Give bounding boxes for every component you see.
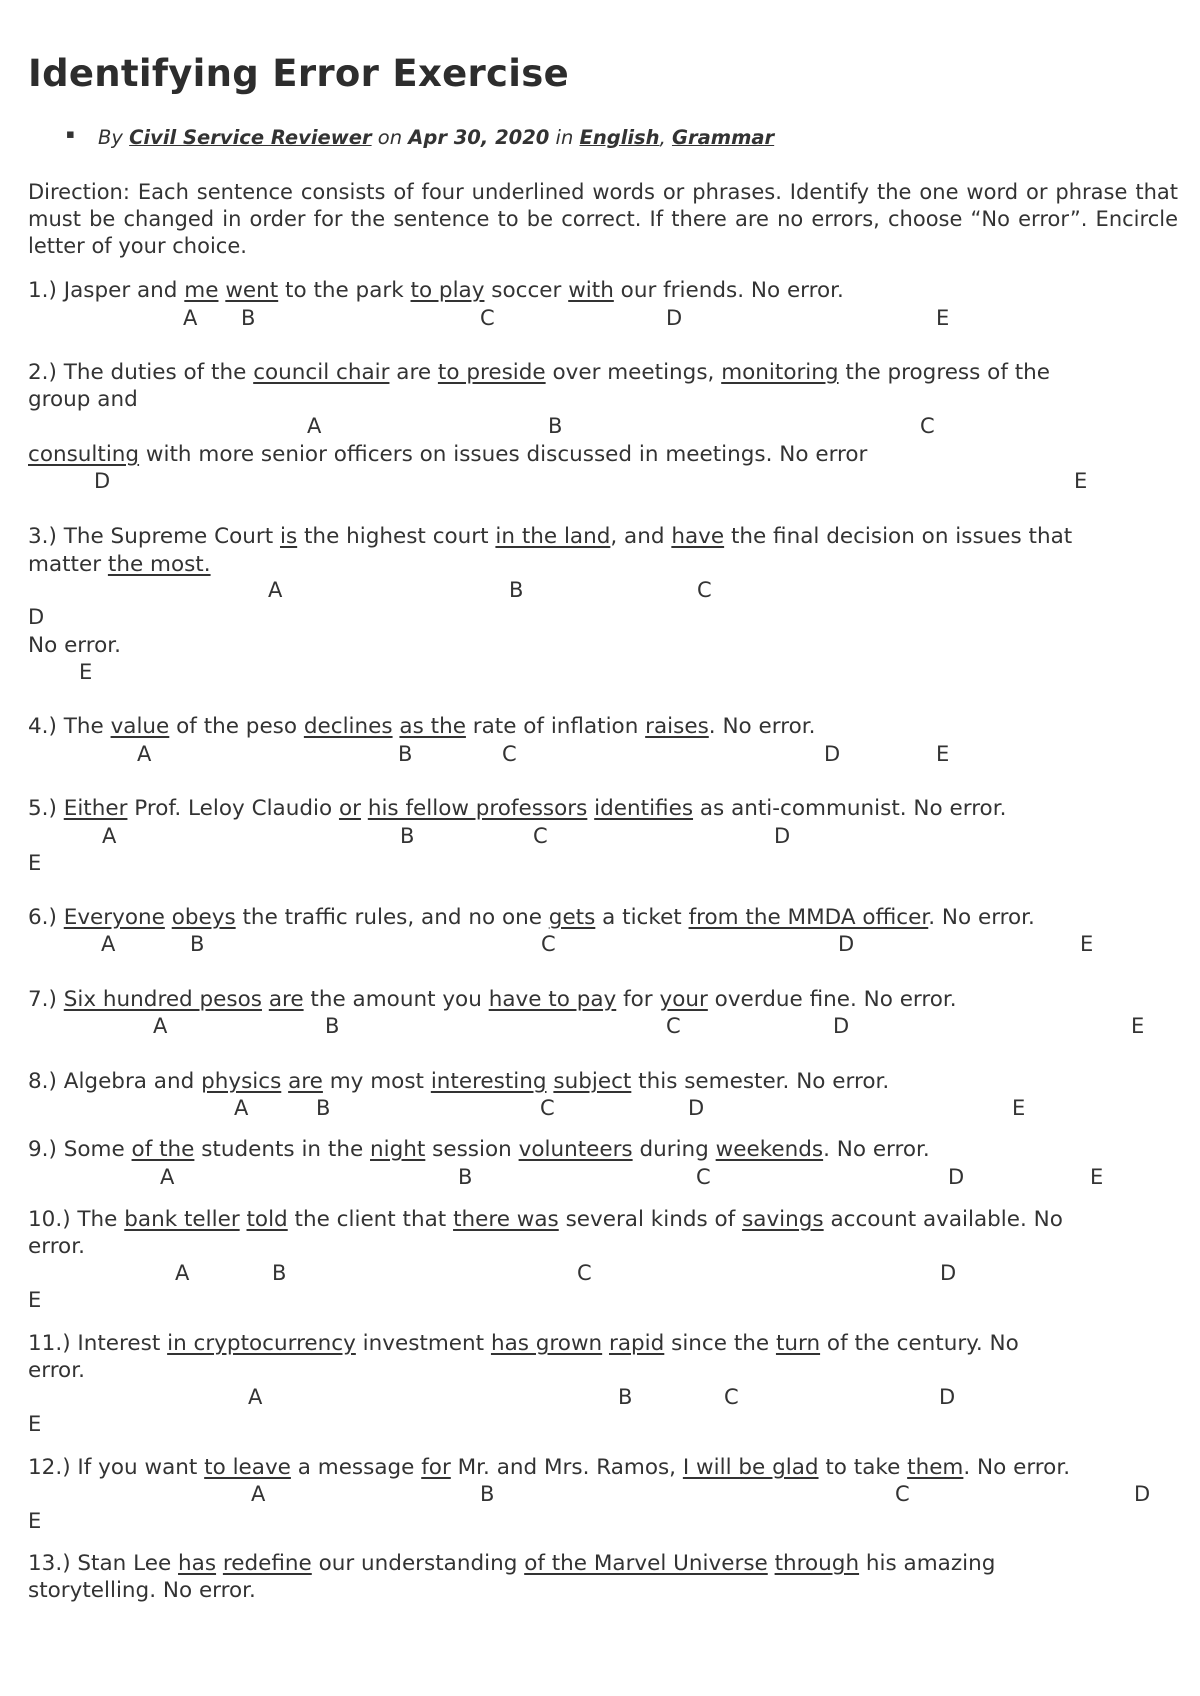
q3-letter-c[interactable]: C xyxy=(697,578,712,602)
q11-letter-c[interactable]: C xyxy=(724,1385,739,1409)
q6-letter-a[interactable]: A xyxy=(101,932,116,956)
q7-letter-b[interactable]: B xyxy=(325,1014,340,1038)
question-2-line-2: group and xyxy=(28,387,138,412)
q5-letter-e[interactable]: E xyxy=(28,851,42,875)
q9-letter-b[interactable]: B xyxy=(458,1165,473,1189)
q7-letter-a[interactable]: A xyxy=(153,1014,168,1038)
q10-letter-a[interactable]: A xyxy=(175,1261,190,1285)
q8-letter-d[interactable]: D xyxy=(688,1096,705,1120)
q1-letter-a[interactable]: A xyxy=(183,306,198,330)
q6-letter-c[interactable]: C xyxy=(541,932,556,956)
author-link[interactable]: Civil Service Reviewer xyxy=(129,126,372,149)
q10-letter-e[interactable]: E xyxy=(28,1288,42,1312)
q5-letter-d[interactable]: D xyxy=(774,824,791,848)
q12-letter-b[interactable]: B xyxy=(480,1482,495,1506)
question-5: 5.) Either Prof. Leloy Claudio or his fellow professors identifies as anti-communist. No error. xyxy=(28,796,1007,821)
question-10: 10.) The bank teller told the client that there was several kinds of savings account available. No xyxy=(28,1207,1063,1232)
q6-letter-d[interactable]: D xyxy=(838,932,855,956)
question-2: 2.) The duties of the council chair are to preside over meetings, monitoring the progress of the xyxy=(28,360,1051,385)
q11-letter-a[interactable]: A xyxy=(248,1385,263,1409)
q11-letter-b[interactable]: B xyxy=(618,1385,633,1409)
question-3-no-error: No error. xyxy=(28,633,121,658)
q4-letter-c[interactable]: C xyxy=(502,742,517,766)
q12-letter-d[interactable]: D xyxy=(1134,1482,1151,1506)
q2-letter-a[interactable]: A xyxy=(307,414,322,438)
document-page: Identifying Error Exercise ▪ By Civil Service Reviewer on Apr 30, 2020 in English, Grammar Direction: Each sentence consists of four underlined words or phrases. Identify the one word or phrase that must be changed in order for the sentence to be correct. If there are no errors, choose “No error”. Encircle letter of your choice. 1.) Jasper and me went to the park to play soccer with our friends. No error. A B C D E 2.) The duties of the council chair are to preside over meetings, monitoring the progress of the group and A B C consulting with more senior officers on issues discussed in meetings. No error D E 3.) The Supreme Court is the highest court in the land, and have the final decision on issues that matter the most. A B C D No error. E 4.) The value of the peso declines as the rate of inflation raises. No error. A B C D E 5.) Either Prof. Leloy Claudio or his fellow professors identifies as anti-communist. No error. A B C D E 6.) Everyone obeys the traffic rules, and no one gets a ticket from the MMDA officer. No error. A B C D E 7.) Six hundred pesos are the amount you have to pay for your overdue fine. No error. A B C D E 8.) Algebra and physics are my most interesting subject this semester. No error. A B C D E 9.) Some of the students in the night session volunteers during weekends. No error. A B C D E 10.) The bank teller told the client that there was several kinds of savings account available. No error. A B C D E 11.) Interest in cryptocurrency investment has grown rapid since the turn of the century. No error. A B C D E 12.) If you want to leave a message for Mr. and Mrs. Ramos, I will be glad to take them. No error. A B C D E 13.) Stan Lee has redefine our understanding of the Marvel Universe through his amazing storytelling. No error. xyxy=(28,52,1178,1603)
question-11: 11.) Interest in cryptocurrency investment has grown rapid since the turn of the century. No xyxy=(28,1331,1019,1356)
q6-letter-b[interactable]: B xyxy=(190,932,205,956)
q1-letter-b[interactable]: B xyxy=(241,306,256,330)
q9-letter-c[interactable]: C xyxy=(696,1165,711,1189)
question-3: 3.) The Supreme Court is the highest court in the land, and have the final decision on issues that xyxy=(28,524,1073,549)
q4-letter-b[interactable]: B xyxy=(398,742,413,766)
question-7: 7.) Six hundred pesos are the amount you have to pay for your overdue fine. No error. xyxy=(28,987,957,1012)
q2-letter-d[interactable]: D xyxy=(94,469,111,493)
q3-letter-d[interactable]: D xyxy=(28,605,45,629)
q9-letter-a[interactable]: A xyxy=(160,1165,175,1189)
q4-letter-a[interactable]: A xyxy=(137,742,152,766)
q1-letter-d[interactable]: D xyxy=(666,306,683,330)
q4-letter-e[interactable]: E xyxy=(936,742,950,766)
q2-letter-e[interactable]: E xyxy=(1074,469,1088,493)
post-date: Apr 30, 2020 xyxy=(408,126,550,149)
q7-letter-d[interactable]: D xyxy=(833,1014,850,1038)
question-13-line-2: storytelling. No error. xyxy=(28,1578,256,1603)
question-12: 12.) If you want to leave a message for Mr. and Mrs. Ramos, I will be glad to take them. No error. xyxy=(28,1455,1071,1480)
bullet-icon: ▪ xyxy=(66,127,75,142)
q11-letter-e[interactable]: E xyxy=(28,1412,42,1436)
q2-letter-b[interactable]: B xyxy=(548,414,563,438)
question-2-line-3: consulting with more senior officers on issues discussed in meetings. No error xyxy=(28,442,868,467)
q12-letter-e[interactable]: E xyxy=(28,1509,42,1533)
q1-letter-e[interactable]: E xyxy=(936,306,950,330)
q12-letter-c[interactable]: C xyxy=(895,1482,910,1506)
q1-letter-c[interactable]: C xyxy=(480,306,495,330)
question-4: 4.) The value of the peso declines as the rate of inflation raises. No error. xyxy=(28,714,816,739)
q8-letter-b[interactable]: B xyxy=(316,1096,331,1120)
q8-letter-a[interactable]: A xyxy=(234,1096,249,1120)
page-title: Identifying Error Exercise xyxy=(28,52,569,95)
question-13: 13.) Stan Lee has redefine our understanding of the Marvel Universe through his amazing xyxy=(28,1551,996,1576)
question-1: 1.) Jasper and me went to the park to play soccer with our friends. No error. xyxy=(28,278,844,303)
q10-letter-b[interactable]: B xyxy=(272,1261,287,1285)
q2-letter-c[interactable]: C xyxy=(920,414,935,438)
q7-letter-c[interactable]: C xyxy=(666,1014,681,1038)
category-link-grammar[interactable]: Grammar xyxy=(671,126,775,149)
q5-letter-b[interactable]: B xyxy=(400,824,415,848)
question-10-line-2: error. xyxy=(28,1234,85,1259)
question-11-line-2: error. xyxy=(28,1358,85,1383)
q3-letter-b[interactable]: B xyxy=(509,578,524,602)
question-6: 6.) Everyone obeys the traffic rules, and no one gets a ticket from the MMDA officer. No error. xyxy=(28,905,1035,930)
q6-letter-e[interactable]: E xyxy=(1080,932,1094,956)
q12-letter-a[interactable]: A xyxy=(251,1482,266,1506)
q8-letter-c[interactable]: C xyxy=(540,1096,555,1120)
direction-paragraph: Direction: Each sentence consists of four underlined words or phrases. Identify the one word or phrase that must be changed in order for the sentence to be correct. If there are no errors, choose “No error”. Encircle letter of your choice. xyxy=(28,180,1178,258)
q9-letter-d[interactable]: D xyxy=(948,1165,965,1189)
q8-letter-e[interactable]: E xyxy=(1012,1096,1026,1120)
q10-letter-d[interactable]: D xyxy=(940,1261,957,1285)
question-3-line-2: matter the most. xyxy=(28,552,211,577)
q4-letter-d[interactable]: D xyxy=(824,742,841,766)
q11-letter-d[interactable]: D xyxy=(939,1385,956,1409)
q5-letter-c[interactable]: C xyxy=(533,824,548,848)
question-9: 9.) Some of the students in the night session volunteers during weekends. No error. xyxy=(28,1137,930,1162)
question-8: 8.) Algebra and physics are my most interesting subject this semester. No error. xyxy=(28,1069,890,1094)
q10-letter-c[interactable]: C xyxy=(577,1261,592,1285)
q9-letter-e[interactable]: E xyxy=(1090,1165,1104,1189)
q3-letter-a[interactable]: A xyxy=(268,578,283,602)
q3-letter-e[interactable]: E xyxy=(79,660,93,684)
q7-letter-e[interactable]: E xyxy=(1131,1014,1145,1038)
category-link-english[interactable]: English xyxy=(579,126,660,149)
q5-letter-a[interactable]: A xyxy=(102,824,117,848)
